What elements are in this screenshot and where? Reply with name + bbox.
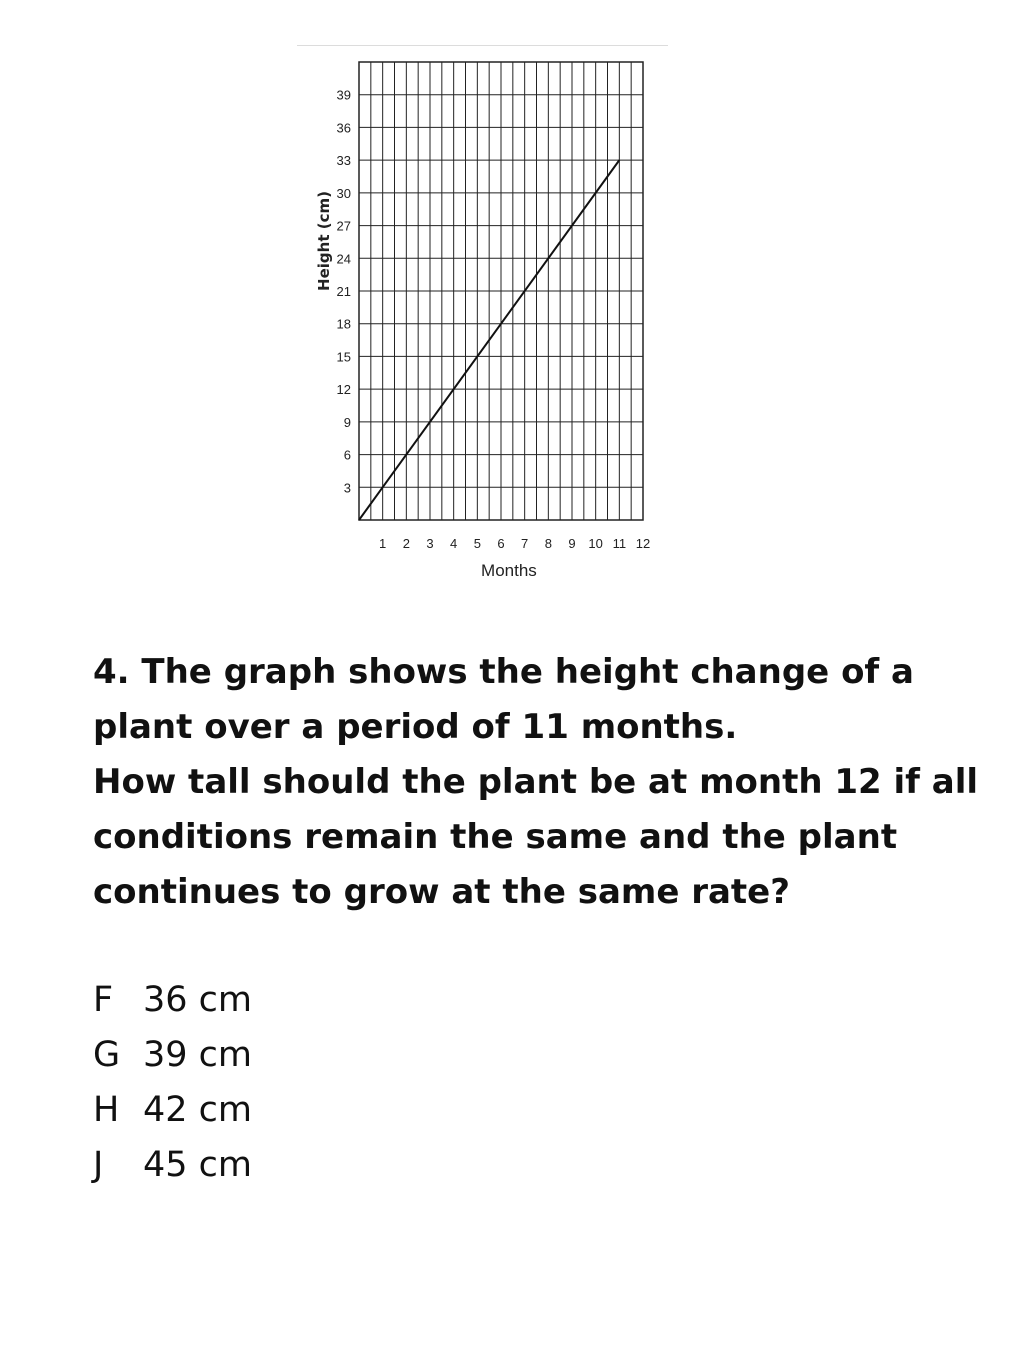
choice-letter: H bbox=[93, 1090, 120, 1130]
x-tick-label: 12 bbox=[635, 536, 651, 551]
choice-g[interactable] bbox=[93, 1028, 252, 1083]
y-tick-label: 6 bbox=[343, 447, 351, 463]
x-tick-label: 9 bbox=[568, 536, 576, 551]
answer-choices bbox=[93, 973, 252, 1193]
x-tick-label: 6 bbox=[497, 536, 505, 551]
choice-f[interactable] bbox=[93, 973, 252, 1028]
choice-text: 42 cm bbox=[143, 1090, 252, 1130]
x-tick-label: 3 bbox=[426, 536, 434, 551]
top-divider bbox=[297, 45, 668, 46]
choice-letter: J bbox=[93, 1145, 104, 1185]
y-tick-label: 18 bbox=[336, 316, 351, 332]
y-tick-label: 9 bbox=[343, 414, 351, 430]
question-line-1: 4. The graph shows the height change of a plant over a period of 11 months. bbox=[93, 652, 914, 747]
x-tick-label: 2 bbox=[402, 536, 410, 551]
growth-chart bbox=[300, 50, 660, 590]
choice-text: 36 cm bbox=[143, 980, 252, 1020]
y-tick-label: 12 bbox=[336, 382, 351, 398]
y-tick-label: 27 bbox=[336, 218, 351, 234]
x-tick-label: 5 bbox=[473, 536, 481, 551]
choice-j[interactable] bbox=[93, 1138, 252, 1193]
question-line-2: How tall should the plant be at month 12 if all conditions remain the same and the plant continues to grow at the same rate? bbox=[93, 762, 979, 912]
choice-letter: G bbox=[93, 1035, 121, 1075]
y-tick-label: 24 bbox=[336, 251, 351, 267]
y-tick-label: 39 bbox=[336, 87, 351, 103]
y-tick-label: 36 bbox=[336, 120, 351, 136]
y-axis-label: Height (cm) bbox=[315, 191, 333, 291]
x-tick-label: 11 bbox=[612, 536, 627, 551]
x-tick-label: 10 bbox=[588, 536, 603, 551]
y-tick-label: 3 bbox=[343, 480, 351, 496]
choice-text: 39 cm bbox=[143, 1035, 252, 1075]
y-tick-label: 33 bbox=[336, 153, 351, 169]
choice-letter: F bbox=[93, 980, 114, 1020]
x-tick-label: 1 bbox=[379, 536, 387, 551]
x-tick-label: 4 bbox=[450, 536, 458, 551]
y-tick-label: 21 bbox=[336, 284, 351, 299]
y-tick-label: 15 bbox=[336, 349, 351, 365]
x-tick-label: 7 bbox=[521, 536, 529, 551]
question-text bbox=[93, 645, 993, 920]
x-tick-label: 8 bbox=[544, 536, 552, 551]
choice-text: 45 cm bbox=[143, 1145, 252, 1185]
x-axis-label: Months bbox=[481, 561, 537, 580]
y-tick-label: 30 bbox=[336, 185, 351, 201]
choice-h[interactable] bbox=[93, 1083, 252, 1138]
